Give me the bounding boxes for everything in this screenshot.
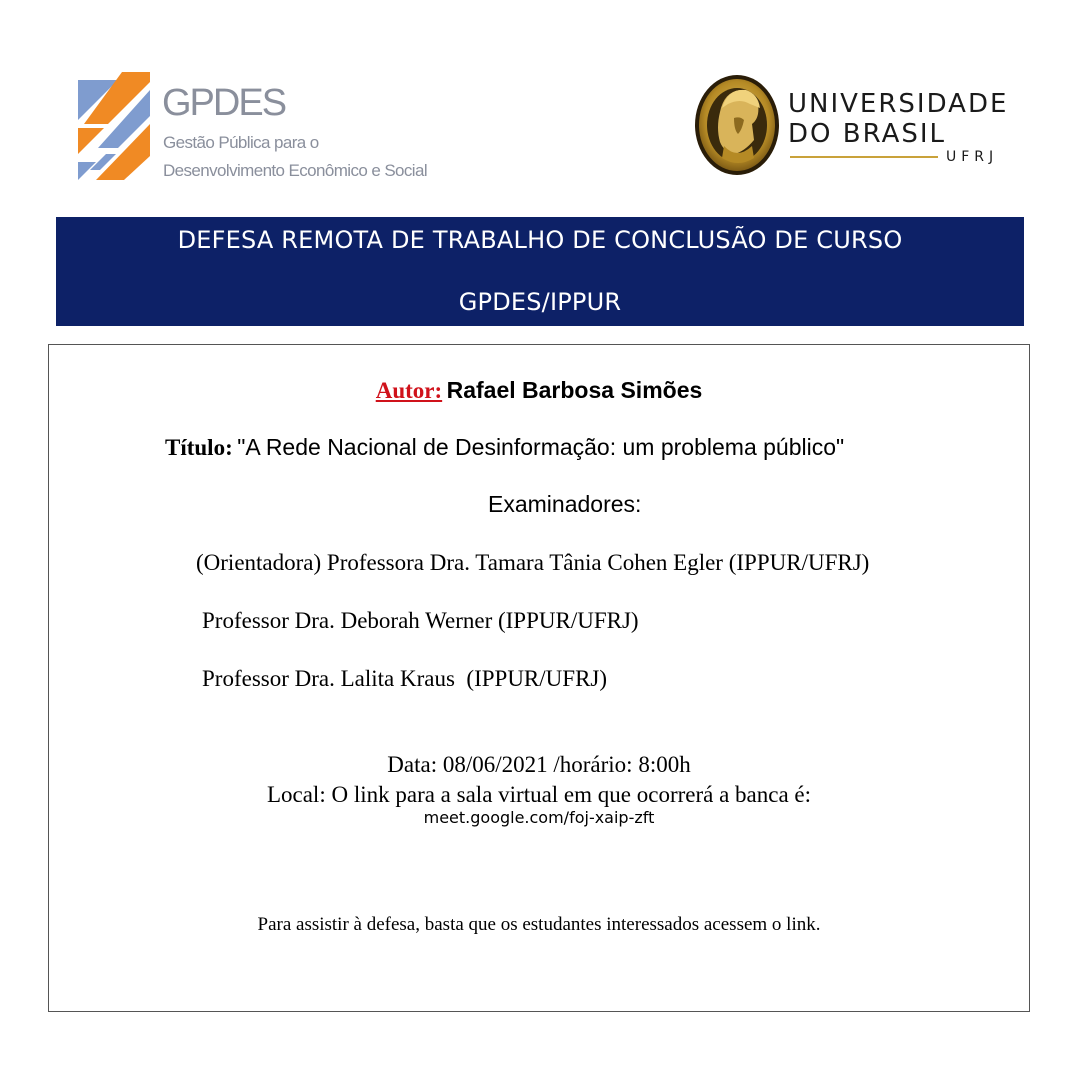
ufrj-logo-abbr: UFRJ <box>946 149 999 165</box>
author-label: Autor: <box>375 378 443 403</box>
gpdes-logo <box>78 72 438 187</box>
gpdes-logo-name: GPDES <box>162 82 286 124</box>
footer-note: Para assistir à defesa, basta que os estudantes interessados acessem o link. <box>257 914 821 935</box>
ufrj-logo-line1: UNIVERSIDADE <box>788 89 1009 119</box>
ufrj-logo-line2: DO BRASIL <box>788 119 947 149</box>
date-line: Data: 08/06/2021 /horário: 8:00h <box>387 752 691 777</box>
defense-details-box <box>48 344 1030 1012</box>
examiner-2: Professor Dra. Deborah Werner (IPPUR/UFRJ) <box>202 608 639 633</box>
title-row <box>165 436 844 459</box>
examiner-advisor: (Orientadora) Professora Dra. Tamara Tânia Cohen Egler (IPPUR/UFRJ) <box>196 550 870 575</box>
location-line: Local: O link para a sala virtual em que ocorrerá a banca é: <box>266 782 812 807</box>
thesis-title: "A Rede Nacional de Desinformação: um problema público" <box>237 434 845 460</box>
gpdes-logo-subtitle-1: Gestão Pública para o <box>163 133 319 152</box>
banner-subtitle: GPDES/IPPUR <box>458 288 622 316</box>
meeting-link[interactable]: meet.google.com/foj-xaip-zft <box>423 808 655 827</box>
ufrj-logo <box>694 74 1014 178</box>
banner-title: DEFESA REMOTA DE TRABALHO DE CONCLUSÃO DE CURSO <box>177 226 903 254</box>
title-banner <box>56 217 1024 326</box>
gpdes-logo-subtitle-2: Desenvolvimento Econômico e Social <box>163 161 428 180</box>
examiner-3: Professor Dra. Lalita Kraus (IPPUR/UFRJ) <box>202 666 608 691</box>
minerva-seal-icon <box>694 74 780 176</box>
gpdes-mark-icon <box>78 72 152 182</box>
author-row <box>49 379 1029 402</box>
examiners-heading: Examinadores: <box>488 491 642 517</box>
ufrj-logo-rule <box>790 156 938 158</box>
title-label: Título: <box>165 435 233 460</box>
author-name: Rafael Barbosa Simões <box>446 377 703 403</box>
